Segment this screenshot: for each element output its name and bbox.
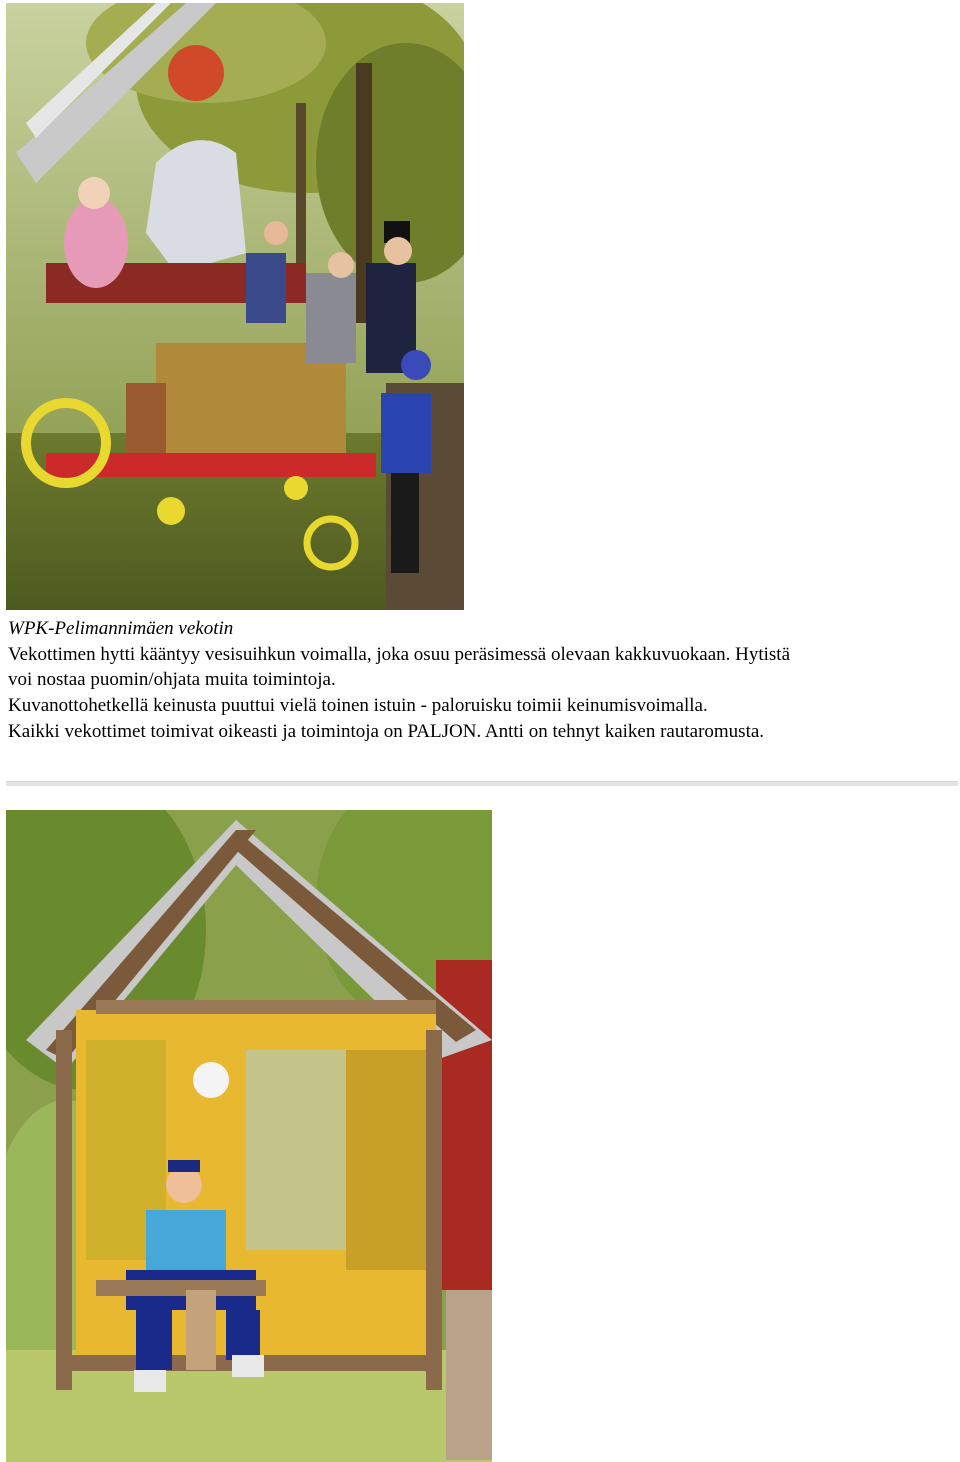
caption-line-3: Kuvanottohetkellä keinusta puuttui vielä toinen istuin - paloruisku toimii keinumisvoimalla. [8, 695, 708, 717]
caption-line-2: voi nostaa puomin/ohjata muita toimintoja. [8, 669, 336, 691]
photo-caption [8, 616, 953, 745]
caption-line-4: Kaikki vekottimet toimivat oikeasti ja toimintoja on PALJON. Antti on tehnyt kaiken rautaromusta. [8, 720, 765, 742]
fire-engine-photo [6, 3, 464, 610]
cabin-swing-photo [6, 810, 492, 1462]
caption-line-1: Vekottimen hytti kääntyy vesisuihkun voimalla, joka osuu peräsimessä olevaan kakkuvuokaan. Hytistä [8, 643, 791, 665]
caption-title: WPK-Pelimannimäen vekotin [8, 618, 234, 639]
horizontal-divider [6, 781, 958, 786]
